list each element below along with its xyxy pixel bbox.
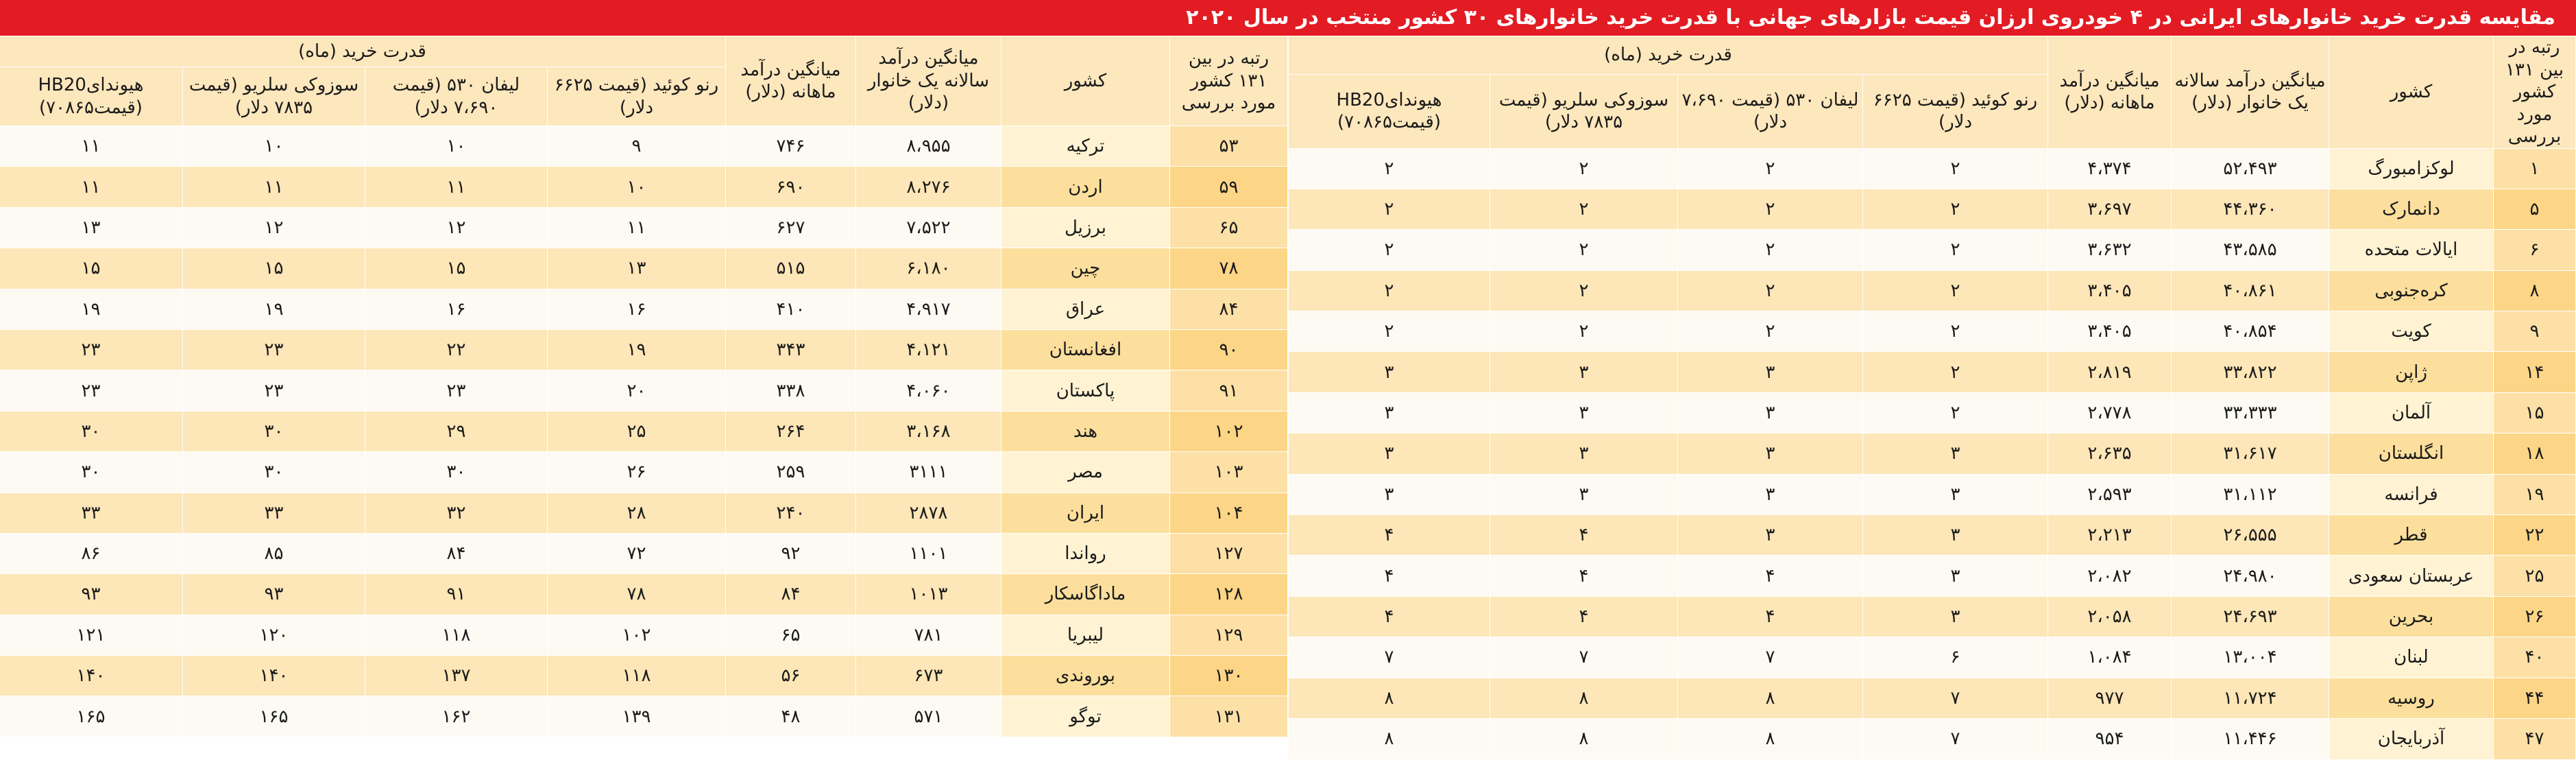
cell-hyundai: ۴ [1288,596,1490,637]
cell-lifan: ۲۲ [365,329,547,370]
cell-suzuki: ۲۳ [182,329,365,370]
cell-renault: ۱۳ [547,248,725,289]
cell-renault: ۲ [1863,230,2048,270]
cell-annual: ۳۱۱۱ [855,452,1001,492]
table-row [1288,270,2575,311]
cell-annual: ۱۳،۰۰۴ [2172,637,2329,678]
cell-annual: ۸،۲۷۶ [855,167,1001,207]
cell-annual: ۸،۹۵۵ [855,126,1001,167]
cell-renault: ۱۰ [547,167,725,207]
table-row [0,167,1287,207]
cell-lifan: ۳ [1678,474,1863,514]
cell-monthly: ۳۳۸ [725,370,855,411]
header-suzuki: سوزوکی سلریو (قیمت ۷۸۳۵ دلار) [182,67,365,126]
cell-monthly: ۸۴ [725,574,855,615]
cell-country: اردن [1001,167,1169,207]
cell-monthly: ۴۱۰ [725,289,855,329]
cell-rank: ۱۲۷ [1169,533,1287,573]
cell-monthly: ۳،۶۳۲ [2048,230,2172,270]
cell-hyundai: ۱۵ [0,248,182,289]
cell-country: ترکیه [1001,126,1169,167]
cell-lifan: ۴ [1678,556,1863,596]
cell-monthly: ۲،۸۱۹ [2048,352,2172,392]
cell-rank: ۱ [2494,148,2576,189]
cell-monthly: ۲،۲۱۳ [2048,515,2172,556]
cell-hyundai: ۲ [1288,148,1490,189]
cell-rank: ۱۰۳ [1169,452,1287,492]
cell-monthly: ۲،۷۷۸ [2048,392,2172,433]
cell-hyundai: ۱۴۰ [0,656,182,696]
cell-hyundai: ۱۶۵ [0,696,182,737]
table-row [1288,352,2575,392]
cell-hyundai: ۲۳ [0,370,182,411]
cell-hyundai: ۳ [1288,352,1490,392]
cell-annual: ۴،۱۲۱ [855,329,1001,370]
cell-rank: ۵ [2494,189,2576,229]
cell-hyundai: ۳۳ [0,492,182,533]
cell-lifan: ۲ [1678,230,1863,270]
cell-renault: ۷۸ [547,574,725,615]
cell-renault: ۲۸ [547,492,725,533]
table-row [1288,311,2575,352]
cell-rank: ۴۴ [2494,678,2576,718]
cell-suzuki: ۷ [1490,637,1678,678]
cell-country: عربستان سعودی [2329,556,2494,596]
cell-rank: ۷۸ [1169,248,1287,289]
cell-lifan: ۲۹ [365,411,547,451]
header-country: کشور [1001,36,1169,126]
cell-suzuki: ۲ [1490,270,1678,311]
cell-suzuki: ۱۰ [182,126,365,167]
cell-rank: ۵۹ [1169,167,1287,207]
cell-country: افغانستان [1001,329,1169,370]
cell-country: کویت [2329,311,2494,352]
cell-lifan: ۲۳ [365,370,547,411]
cell-lifan: ۸ [1678,718,1863,759]
cell-country: هند [1001,411,1169,451]
cell-hyundai: ۸ [1288,718,1490,759]
cell-annual: ۱۱،۴۴۶ [2172,718,2329,759]
table-row [1288,718,2575,759]
cell-monthly: ۴،۳۷۴ [2048,148,2172,189]
header-annual-income: میانگین درآمد سالانه یک خانوار (دلار) [2172,36,2329,149]
table-row [0,370,1287,411]
cell-rank: ۱۲۹ [1169,615,1287,655]
cell-annual: ۴،۹۱۷ [855,289,1001,329]
table-row [1288,515,2575,556]
cell-lifan: ۷ [1678,637,1863,678]
cell-rank: ۱۵ [2494,392,2576,433]
cell-country: چین [1001,248,1169,289]
cell-country: آذربایجان [2329,718,2494,759]
cell-hyundai: ۷ [1288,637,1490,678]
cell-annual: ۱۱۰۱ [855,533,1001,573]
cell-rank: ۶ [2494,230,2576,270]
cell-country: قطر [2329,515,2494,556]
cell-country: بوروندی [1001,656,1169,696]
cell-renault: ۷ [1863,718,2048,759]
cell-renault: ۳ [1863,596,2048,637]
cell-renault: ۲ [1863,352,2048,392]
cell-monthly: ۱،۰۸۴ [2048,637,2172,678]
cell-annual: ۴۴،۳۶۰ [2172,189,2329,229]
table-row [1288,230,2575,270]
table-row [0,574,1287,615]
table-row [0,248,1287,289]
cell-lifan: ۳۰ [365,452,547,492]
page-title: مقایسه قدرت خرید خانوارهای ایرانی در ۴ خودروی ارزان قیمت بازارهای جهانی با قدرت خرید خانوارهای ۳۰ کشور منتخب در سال ۲۰۲۰ [0,0,2576,36]
cell-suzuki: ۱۴۰ [182,656,365,696]
table-row [0,615,1287,655]
header-rank: رتبه در بین ۱۳۱ کشور مورد بررسی [2494,36,2576,149]
cell-renault: ۲ [1863,189,2048,229]
cell-suzuki: ۱۱ [182,167,365,207]
header-renault: رنو کوئید (قیمت ۶۶۲۵ دلار) [547,67,725,126]
cell-hyundai: ۳ [1288,434,1490,474]
cell-monthly: ۵۶ [725,656,855,696]
cell-annual: ۴۰،۸۶۱ [2172,270,2329,311]
cell-rank: ۸۴ [1169,289,1287,329]
table-row [0,126,1287,167]
cell-suzuki: ۲ [1490,230,1678,270]
cell-rank: ۲۶ [2494,596,2576,637]
cell-annual: ۷۸۱ [855,615,1001,655]
cell-rank: ۱۹ [2494,474,2576,514]
cell-suzuki: ۴ [1490,556,1678,596]
cell-rank: ۹۰ [1169,329,1287,370]
cell-country: بحرین [2329,596,2494,637]
cell-suzuki: ۱۲ [182,207,365,248]
cell-rank: ۹ [2494,311,2576,352]
cell-renault: ۲۰ [547,370,725,411]
cell-hyundai: ۳۰ [0,411,182,451]
cell-lifan: ۳۲ [365,492,547,533]
cell-renault: ۳ [1863,474,2048,514]
cell-rank: ۴۷ [2494,718,2576,759]
cell-annual: ۴۰،۸۵۴ [2172,311,2329,352]
cell-lifan: ۹۱ [365,574,547,615]
cell-country: عراق [1001,289,1169,329]
cell-lifan: ۸ [1678,678,1863,718]
header-suzuki: سوزوکی سلریو (قیمت ۷۸۳۵ دلار) [1490,75,1678,148]
cell-annual: ۴۳،۵۸۵ [2172,230,2329,270]
cell-renault: ۱۶ [547,289,725,329]
cell-suzuki: ۱۶۵ [182,696,365,737]
cell-lifan: ۳ [1678,352,1863,392]
cell-lifan: ۱۵ [365,248,547,289]
cell-monthly: ۵۱۵ [725,248,855,289]
table-row [1288,392,2575,433]
cell-annual: ۳۳،۳۳۳ [2172,392,2329,433]
header-purchasing-power: قدرت خرید (ماه) [1288,36,2048,75]
header-renault: رنو کوئید (قیمت ۶۶۲۵ دلار) [1863,75,2048,148]
cell-rank: ۱۳۱ [1169,696,1287,737]
cell-lifan: ۳ [1678,392,1863,433]
tables-container [0,36,2576,750]
cell-suzuki: ۲۳ [182,370,365,411]
cell-renault: ۶ [1863,637,2048,678]
cell-suzuki: ۳۰ [182,452,365,492]
cell-suzuki: ۲ [1490,311,1678,352]
cell-country: فرانسه [2329,474,2494,514]
cell-monthly: ۶۲۷ [725,207,855,248]
cell-hyundai: ۳ [1288,474,1490,514]
header-hyundai: هیوندایHB20 (قیمت۷۰۸۶۵) [1288,75,1490,148]
cell-annual: ۱۱،۷۲۴ [2172,678,2329,718]
cell-country: مصر [1001,452,1169,492]
cell-monthly: ۲،۰۸۲ [2048,556,2172,596]
cell-hyundai: ۸۶ [0,533,182,573]
cell-rank: ۶۵ [1169,207,1287,248]
cell-annual: ۵۷۱ [855,696,1001,737]
cell-renault: ۲ [1863,311,2048,352]
cell-lifan: ۱۶۲ [365,696,547,737]
cell-lifan: ۲ [1678,270,1863,311]
cell-suzuki: ۳ [1490,434,1678,474]
cell-annual: ۳۱،۱۱۲ [2172,474,2329,514]
cell-rank: ۱۰۲ [1169,411,1287,451]
cell-lifan: ۱۳۷ [365,656,547,696]
cell-renault: ۳ [1863,556,2048,596]
cell-annual: ۲۴،۹۸۰ [2172,556,2329,596]
cell-annual: ۷،۵۲۲ [855,207,1001,248]
cell-suzuki: ۴ [1490,596,1678,637]
cell-renault: ۷ [1863,678,2048,718]
cell-annual: ۱۰۱۳ [855,574,1001,615]
cell-monthly: ۳،۶۹۷ [2048,189,2172,229]
cell-country: روسیه [2329,678,2494,718]
cell-hyundai: ۱۳ [0,207,182,248]
table-right [1288,36,2576,760]
cell-country: لوکزامبورگ [2329,148,2494,189]
cell-country: ایالات متحده [2329,230,2494,270]
cell-suzuki: ۲ [1490,148,1678,189]
cell-lifan: ۸۴ [365,533,547,573]
cell-country: لیبریا [1001,615,1169,655]
cell-rank: ۲۵ [2494,556,2576,596]
table-row [1288,474,2575,514]
cell-renault: ۹ [547,126,725,167]
cell-lifan: ۲ [1678,311,1863,352]
cell-lifan: ۱۱ [365,167,547,207]
table-row [0,696,1287,737]
cell-renault: ۲ [1863,270,2048,311]
cell-monthly: ۳،۴۰۵ [2048,311,2172,352]
cell-rank: ۱۰۴ [1169,492,1287,533]
header-rank: رتبه در بین ۱۳۱ کشور مورد بررسی [1169,36,1287,126]
cell-suzuki: ۳ [1490,474,1678,514]
cell-country: توگو [1001,696,1169,737]
cell-country: برزیل [1001,207,1169,248]
cell-renault: ۱۳۹ [547,696,725,737]
cell-renault: ۷۲ [547,533,725,573]
cell-hyundai: ۲ [1288,311,1490,352]
cell-lifan: ۳ [1678,434,1863,474]
cell-country: لبنان [2329,637,2494,678]
cell-renault: ۲ [1863,392,2048,433]
cell-suzuki: ۲ [1490,189,1678,229]
cell-renault: ۲۶ [547,452,725,492]
cell-annual: ۶،۱۸۰ [855,248,1001,289]
cell-hyundai: ۲ [1288,270,1490,311]
cell-lifan: ۱۱۸ [365,615,547,655]
table-row [1288,434,2575,474]
cell-monthly: ۴۸ [725,696,855,737]
table-row [1288,556,2575,596]
cell-suzuki: ۳ [1490,352,1678,392]
cell-country: رواندا [1001,533,1169,573]
cell-renault: ۳ [1863,515,2048,556]
cell-country: کره‌جنوبی [2329,270,2494,311]
cell-monthly: ۲،۶۳۵ [2048,434,2172,474]
header-monthly-income: میانگین درآمد ماهانه (دلار) [2048,36,2172,149]
cell-hyundai: ۲ [1288,189,1490,229]
cell-monthly: ۹۲ [725,533,855,573]
table-row [1288,596,2575,637]
cell-monthly: ۲،۵۹۳ [2048,474,2172,514]
table-row [0,207,1287,248]
cell-annual: ۲۶،۵۵۵ [2172,515,2329,556]
cell-hyundai: ۱۲۱ [0,615,182,655]
cell-rank: ۱۳۰ [1169,656,1287,696]
cell-lifan: ۳ [1678,515,1863,556]
cell-suzuki: ۳۰ [182,411,365,451]
cell-rank: ۴۰ [2494,637,2576,678]
cell-suzuki: ۸۵ [182,533,365,573]
cell-hyundai: ۴ [1288,556,1490,596]
cell-suzuki: ۱۹ [182,289,365,329]
table-left [0,36,1288,737]
table-row [1288,189,2575,229]
cell-suzuki: ۴ [1490,515,1678,556]
cell-rank: ۸ [2494,270,2576,311]
cell-hyundai: ۸ [1288,678,1490,718]
cell-rank: ۵۳ [1169,126,1287,167]
cell-monthly: ۷۴۶ [725,126,855,167]
cell-monthly: ۹۷۷ [2048,678,2172,718]
cell-annual: ۳۳،۸۲۲ [2172,352,2329,392]
cell-monthly: ۶۵ [725,615,855,655]
cell-monthly: ۲،۰۵۸ [2048,596,2172,637]
table-row [0,656,1287,696]
header-lifan: لیفان ۵۳۰ (قیمت ۷،۶۹۰ دلار) [1678,75,1863,148]
table-row [0,329,1287,370]
cell-hyundai: ۳ [1288,392,1490,433]
cell-annual: ۴،۰۶۰ [855,370,1001,411]
table-row [0,533,1287,573]
cell-country: ماداگاسکار [1001,574,1169,615]
cell-lifan: ۲ [1678,148,1863,189]
header-annual-income: میانگین درآمد سالانه یک خانوار (دلار) [855,36,1001,126]
cell-country: ژاپن [2329,352,2494,392]
cell-rank: ۹۱ [1169,370,1287,411]
cell-lifan: ۱۰ [365,126,547,167]
cell-country: دانمارک [2329,189,2494,229]
cell-hyundai: ۲ [1288,230,1490,270]
cell-suzuki: ۹۳ [182,574,365,615]
cell-hyundai: ۲۳ [0,329,182,370]
cell-renault: ۱۰۲ [547,615,725,655]
cell-suzuki: ۱۲۰ [182,615,365,655]
cell-hyundai: ۳۰ [0,452,182,492]
cell-hyundai: ۴ [1288,515,1490,556]
cell-monthly: ۲۵۹ [725,452,855,492]
cell-renault: ۱۱ [547,207,725,248]
cell-renault: ۲ [1863,148,2048,189]
table-row [1288,148,2575,189]
cell-annual: ۳۱،۶۱۷ [2172,434,2329,474]
table-row [0,492,1287,533]
header-monthly-income: میانگین درآمد ماهانه (دلار) [725,36,855,126]
cell-renault: ۲۵ [547,411,725,451]
table-row [1288,678,2575,718]
table-row [0,411,1287,451]
cell-rank: ۱۸ [2494,434,2576,474]
header-country: کشور [2329,36,2494,149]
cell-country: انگلستان [2329,434,2494,474]
header-lifan: لیفان ۵۳۰ (قیمت ۷،۶۹۰ دلار) [365,67,547,126]
cell-monthly: ۳،۴۰۵ [2048,270,2172,311]
cell-monthly: ۲۴۰ [725,492,855,533]
cell-renault: ۱۱۸ [547,656,725,696]
cell-country: پاکستان [1001,370,1169,411]
cell-monthly: ۳۴۳ [725,329,855,370]
header-hyundai: هیوندایHB20 (قیمت۷۰۸۶۵) [0,67,182,126]
table-row [0,289,1287,329]
cell-lifan: ۱۶ [365,289,547,329]
cell-rank: ۱۲۸ [1169,574,1287,615]
cell-renault: ۳ [1863,434,2048,474]
table-row [0,452,1287,492]
cell-lifan: ۴ [1678,596,1863,637]
cell-suzuki: ۸ [1490,678,1678,718]
cell-hyundai: ۱۱ [0,167,182,207]
cell-rank: ۲۲ [2494,515,2576,556]
cell-monthly: ۲۶۴ [725,411,855,451]
table-left-body [0,126,1287,737]
header-purchasing-power: قدرت خرید (ماه) [0,36,725,67]
cell-annual: ۳،۱۶۸ [855,411,1001,451]
table-row [1288,637,2575,678]
cell-monthly: ۶۹۰ [725,167,855,207]
cell-lifan: ۲ [1678,189,1863,229]
cell-annual: ۲۸۷۸ [855,492,1001,533]
cell-country: ایران [1001,492,1169,533]
cell-renault: ۱۹ [547,329,725,370]
cell-hyundai: ۹۳ [0,574,182,615]
cell-annual: ۶۷۳ [855,656,1001,696]
cell-suzuki: ۸ [1490,718,1678,759]
cell-hyundai: ۱۹ [0,289,182,329]
table-right-body [1288,148,2575,759]
cell-annual: ۵۲،۴۹۳ [2172,148,2329,189]
cell-hyundai: ۱۱ [0,126,182,167]
cell-suzuki: ۱۵ [182,248,365,289]
cell-annual: ۲۴،۶۹۳ [2172,596,2329,637]
cell-suzuki: ۳۳ [182,492,365,533]
cell-lifan: ۱۲ [365,207,547,248]
cell-monthly: ۹۵۴ [2048,718,2172,759]
cell-rank: ۱۴ [2494,352,2576,392]
cell-country: آلمان [2329,392,2494,433]
cell-suzuki: ۳ [1490,392,1678,433]
